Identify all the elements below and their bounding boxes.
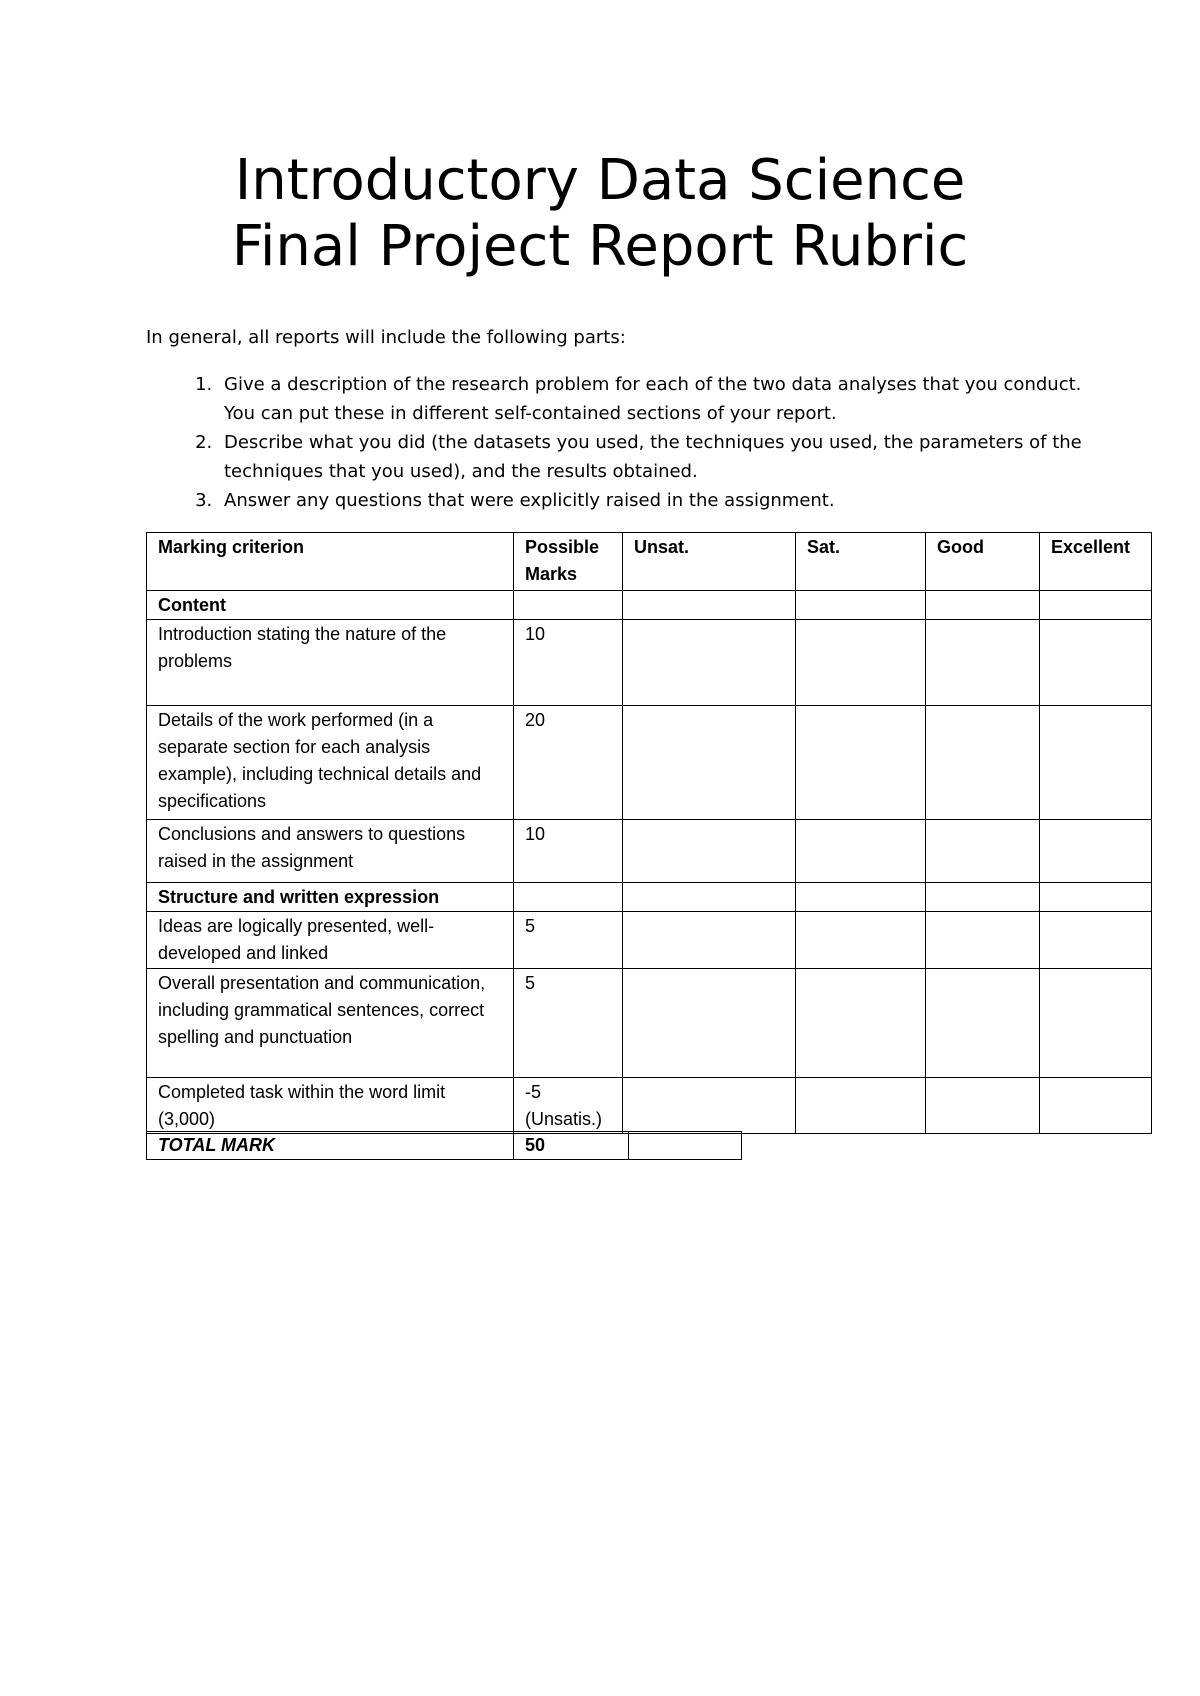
table-row bbox=[147, 1078, 1152, 1134]
good-cell bbox=[926, 1078, 1040, 1134]
unsat-cell bbox=[623, 706, 796, 820]
header-criterion: Marking criterion bbox=[147, 533, 514, 591]
unsat-cell bbox=[623, 1078, 796, 1134]
excellent-cell bbox=[1040, 1078, 1152, 1134]
excellent-cell bbox=[1040, 620, 1152, 706]
sat-cell bbox=[796, 620, 926, 706]
excellent-cell bbox=[1040, 706, 1152, 820]
title-line-2: Final Project Report Rubric bbox=[231, 214, 969, 279]
good-cell bbox=[926, 969, 1040, 1078]
marks-cell: -5 (Unsatis.) bbox=[514, 1078, 623, 1134]
criterion-cell: Details of the work performed (in a separate section for each analysis example), including technical details and specifications bbox=[147, 706, 514, 820]
criterion-cell: Overall presentation and communication, including grammatical sentences, correct spelling and punctuation bbox=[147, 969, 514, 1078]
table-row bbox=[147, 706, 1152, 820]
good-cell bbox=[926, 883, 1040, 912]
header-unsat: Unsat. bbox=[623, 533, 796, 591]
header-possible-marks: Possible Marks bbox=[514, 533, 623, 591]
header-sat: Sat. bbox=[796, 533, 926, 591]
marks-cell: 20 bbox=[514, 706, 623, 820]
header-good: Good bbox=[926, 533, 1040, 591]
total-score-cell bbox=[629, 1132, 742, 1160]
title-line-1: Introductory Data Science bbox=[234, 148, 966, 213]
marks-cell: 5 bbox=[514, 912, 623, 969]
excellent-cell bbox=[1040, 883, 1152, 912]
marks-cell: 10 bbox=[514, 820, 623, 883]
sat-cell bbox=[796, 912, 926, 969]
marks-cell: 5 bbox=[514, 969, 623, 1078]
table-row bbox=[147, 912, 1152, 969]
table-row bbox=[147, 620, 1152, 706]
sat-cell bbox=[796, 883, 926, 912]
list-item: 1. Give a description of the research problem for each of the two data analyses that you conduct. You can put these in different self-contained sections of your report. bbox=[218, 370, 1118, 428]
criterion-cell: Conclusions and answers to questions raised in the assignment bbox=[147, 820, 514, 883]
header-excellent: Excellent bbox=[1040, 533, 1152, 591]
criterion-cell: Introduction stating the nature of the problems bbox=[147, 620, 514, 706]
marks-cell: 10 bbox=[514, 620, 623, 706]
excellent-cell bbox=[1040, 591, 1152, 620]
criterion-cell: Ideas are logically presented, well-developed and linked bbox=[147, 912, 514, 969]
total-label: TOTAL MARK bbox=[147, 1132, 514, 1160]
sat-cell bbox=[796, 820, 926, 883]
marks-cell bbox=[514, 591, 623, 620]
excellent-cell bbox=[1040, 912, 1152, 969]
good-cell bbox=[926, 820, 1040, 883]
section-row-content bbox=[147, 591, 1152, 620]
list-item: 2. Describe what you did (the datasets you used, the techniques you used, the parameters of the techniques that you used), and the results obtained. bbox=[218, 428, 1118, 486]
section-label: Structure and written expression bbox=[147, 883, 514, 912]
sat-cell bbox=[796, 1078, 926, 1134]
parts-list bbox=[146, 370, 1118, 515]
unsat-cell bbox=[623, 591, 796, 620]
rubric-table bbox=[146, 532, 1152, 1134]
good-cell bbox=[926, 706, 1040, 820]
sat-cell bbox=[796, 969, 926, 1078]
sat-cell bbox=[796, 591, 926, 620]
good-cell bbox=[926, 620, 1040, 706]
section-label: Content bbox=[147, 591, 514, 620]
section-row-structure bbox=[147, 883, 1152, 912]
unsat-cell bbox=[623, 883, 796, 912]
good-cell bbox=[926, 591, 1040, 620]
good-cell bbox=[926, 912, 1040, 969]
total-row bbox=[147, 1132, 742, 1160]
criterion-cell: Completed task within the word limit (3,000) bbox=[147, 1078, 514, 1134]
marks-cell bbox=[514, 883, 623, 912]
list-item: 3. Answer any questions that were explicitly raised in the assignment. bbox=[218, 486, 1118, 515]
unsat-cell bbox=[623, 969, 796, 1078]
unsat-cell bbox=[623, 912, 796, 969]
excellent-cell bbox=[1040, 820, 1152, 883]
table-row bbox=[147, 969, 1152, 1078]
total-row-table bbox=[146, 1131, 742, 1160]
document-title bbox=[0, 148, 1200, 280]
excellent-cell bbox=[1040, 969, 1152, 1078]
table-row bbox=[147, 820, 1152, 883]
table-header-row bbox=[147, 533, 1152, 591]
total-value: 50 bbox=[514, 1132, 629, 1160]
sat-cell bbox=[796, 706, 926, 820]
unsat-cell bbox=[623, 620, 796, 706]
unsat-cell bbox=[623, 820, 796, 883]
intro-text: In general, all reports will include the following parts: bbox=[146, 327, 626, 348]
